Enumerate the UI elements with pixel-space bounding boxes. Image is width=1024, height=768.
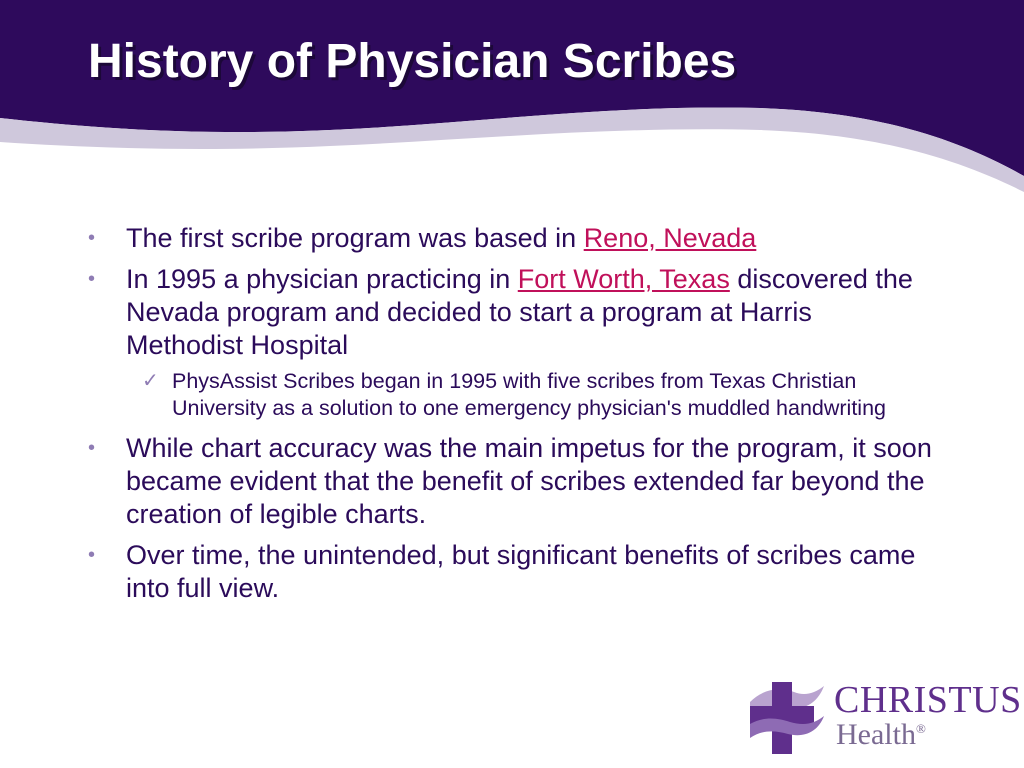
logo-health-text: Health: [836, 718, 916, 751]
logo-wordmark: CHRISTUS: [834, 679, 1022, 721]
bullet-item: [86, 539, 936, 605]
reno-nevada-link[interactable]: Reno, Nevada: [583, 223, 757, 253]
sub-bullet-text: PhysAssist Scribes began in 1995 with five scribes from Texas Christian University as a solution to one emergency physician's muddled handwriting: [172, 369, 886, 420]
sub-bullet-list: [126, 368, 936, 422]
christus-health-logo: [742, 672, 1022, 758]
banner-swoosh: [0, 0, 1024, 200]
bullet-text: The first scribe program was based in: [126, 223, 584, 253]
bullet-text: While chart accuracy was the main impetus for the program, it soon became evident that the benefit of scribes extended far beyond the creation of legible charts.: [126, 433, 932, 529]
bullet-list: [86, 222, 936, 605]
slide-body: [86, 222, 936, 613]
sub-bullet-item: [126, 368, 936, 422]
registered-mark: ®: [915, 721, 926, 736]
christus-cross-icon: [742, 672, 828, 758]
title-banner: [0, 0, 1024, 200]
checkmark-icon: ✓: [142, 370, 159, 392]
logo-subtitle: [836, 718, 926, 752]
bullet-item: [86, 222, 936, 255]
bullet-text: Over time, the unintended, but significant benefits of scribes came into full view.: [126, 540, 916, 603]
bullet-text: In 1995 a physician practicing in: [126, 264, 518, 294]
fort-worth-link[interactable]: Fort Worth, Texas: [517, 264, 730, 294]
bullet-dot-icon: •: [88, 544, 96, 566]
bullet-item: [86, 432, 936, 531]
bullet-dot-icon: •: [88, 437, 96, 459]
bullet-dot-icon: •: [88, 227, 96, 249]
bullet-dot-icon: •: [88, 268, 96, 290]
bullet-item: [86, 263, 936, 422]
bullet-text-continued: discovered the Nevada program and decided to start a program at Harris Methodist Hospital: [126, 264, 913, 360]
slide-title: History of Physician Scribes: [88, 35, 737, 88]
